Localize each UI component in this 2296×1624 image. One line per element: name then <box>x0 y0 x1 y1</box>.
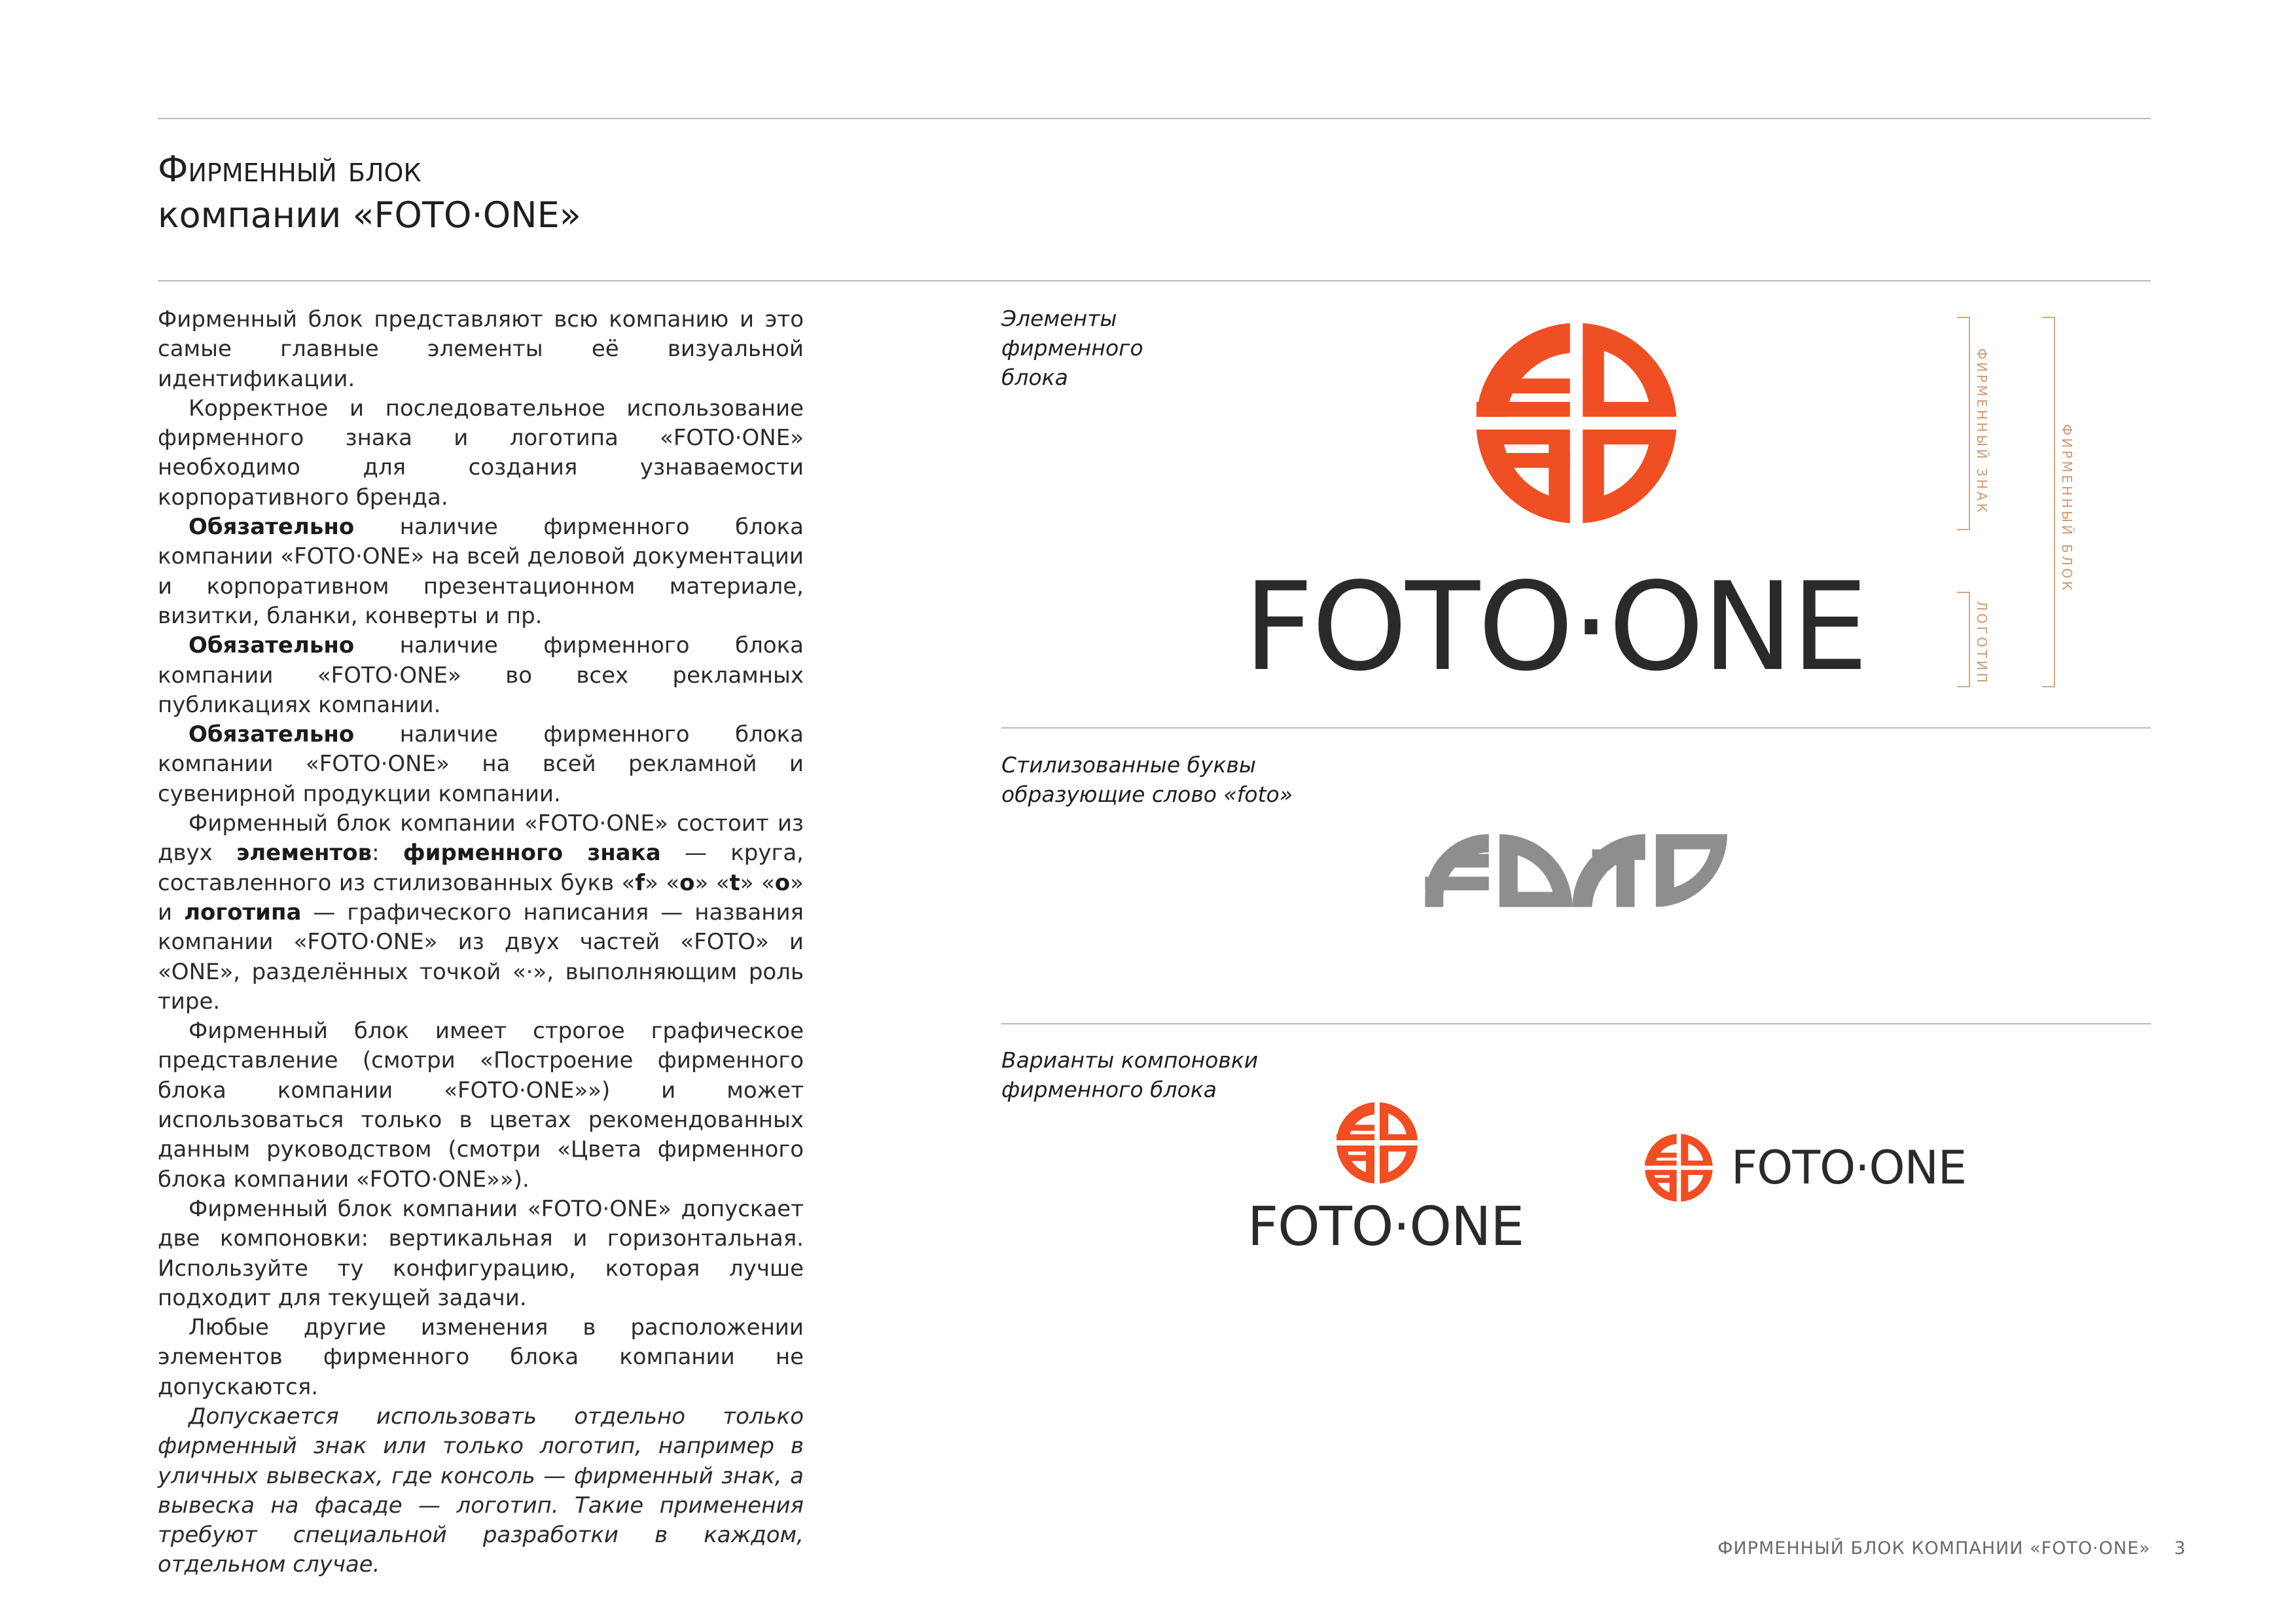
caption-line: фирменного <box>1001 335 1143 361</box>
bracket-block <box>2042 317 2055 687</box>
paragraph-4 <box>158 631 804 720</box>
caption-line: фирменного блока <box>1001 1077 1217 1102</box>
caption-elements <box>1001 304 1143 392</box>
emphasis: Обязательно <box>188 721 355 748</box>
logotype-horizontal: FOTO·ONE <box>1731 1141 1967 1195</box>
brand-mark-horizontal-icon <box>1643 1132 1715 1204</box>
caption-line: Варианты компоновки <box>1001 1047 1259 1073</box>
text: » « <box>694 869 730 896</box>
paragraph-2: Корректное и последовательное использование фирменного знака и логотипа «FOTO·ONE» необходимо для создания узнаваемости корпоративного бренда. <box>158 395 804 511</box>
stylized-letters-foto-icon <box>1422 833 1729 909</box>
paragraph-10: Допускается использовать отдельно только фирменный знак или только логотип, например в уличных вывесках, где консоль — фирменный знак, а вывеска на фасаде — логотип. Такие применения требуют специальной разработки в каждом, отдельном случае. <box>158 1403 804 1578</box>
section-divider <box>1001 727 2151 729</box>
page-number: 3 <box>2174 1538 2186 1559</box>
page-title <box>158 147 581 238</box>
page-footer <box>1571 1538 2186 1559</box>
paragraph-1: Фирменный блок представляют всю компанию и это самые главные элементы её визуальной идентификации. <box>158 306 804 392</box>
paragraph-3 <box>158 513 804 631</box>
emphasis: Обязательно <box>188 514 355 541</box>
label-logo: ЛОГОТИП <box>1974 601 1990 685</box>
emphasis: f <box>635 869 645 896</box>
paragraph-6 <box>158 809 804 1017</box>
brand-mark-vertical-icon <box>1334 1100 1420 1186</box>
paragraph-5-text: наличие фирменного блока компании «FOTO·ONE» на всей рекламной и сувенирной продукции компании. <box>158 721 804 807</box>
emphasis: o <box>679 869 695 896</box>
emphasis: фирменного знака <box>403 840 661 867</box>
emphasis: Обязательно <box>188 632 355 659</box>
caption-line: Элементы <box>1001 306 1117 331</box>
text: » « <box>645 869 680 896</box>
caption-line: блока <box>1001 365 1068 390</box>
top-divider <box>158 118 2151 119</box>
emphasis: элементов <box>236 840 372 867</box>
page-title-line-2: компании «FOTO·ONE» <box>158 194 581 236</box>
section-divider <box>1001 1023 2151 1024</box>
label-block: ФИРМЕННЫЙ БЛОК <box>2059 424 2075 593</box>
paragraph-5 <box>158 720 804 809</box>
emphasis: t <box>729 869 740 896</box>
caption-line: образующие слово «foto» <box>1001 782 1293 807</box>
page-title-line-1: Фирменный блок <box>158 149 422 190</box>
paragraph-3-text: наличие фирменного блока компании «FOTO·ONE» на всей деловой документации и корпоративном презентационном материале, визитки, бланки, конверты и пр. <box>158 514 804 629</box>
section-divider <box>158 280 2151 281</box>
text: — графического написания — названия компании «FOTO·ONE» из двух частей «FOTO» и «ONE», разделённых точкой «·», выполняющим роль тире. <box>158 899 804 1015</box>
paragraph-8: Фирменный блок компании «FOTO·ONE» допускает две компоновки: вертикальная и горизонтальная. Используйте ту конфигурацию, которая лучше подходит для текущей задачи. <box>158 1195 804 1311</box>
footer-title: ФИРМЕННЫЙ БЛОК КОМПАНИИ «FOTO·ONE» <box>1717 1538 2151 1559</box>
paragraph-9: Любые другие изменения в расположении элементов фирменного блока компании не допускаются. <box>158 1314 804 1400</box>
text: : <box>372 840 403 867</box>
brand-mark-icon <box>1470 317 1683 530</box>
text: — круга, составленного из стилизованных букв « <box>158 840 804 896</box>
logotype: FOTO·ONE <box>1244 556 1867 698</box>
body-text <box>158 305 804 1580</box>
text: » « <box>740 869 775 896</box>
bracket-logo <box>1957 592 1970 687</box>
emphasis: o <box>774 869 791 896</box>
paragraph-7: Фирменный блок имеет строгое графическое представление (смотри «Построение фирменного блока компании «FOTO·ONE»») и может использоваться только в цветах рекомендованных данным руководством (смотри «Цвета фирменного блока компании «FOTO·ONE»»). <box>158 1018 804 1193</box>
caption-letters <box>1001 750 1293 809</box>
text: » и <box>158 869 804 926</box>
caption-line: Стилизованные буквы <box>1001 752 1256 778</box>
bracket-mark <box>1957 317 1970 530</box>
emphasis: логотипа <box>184 899 302 926</box>
logotype-vertical: FOTO·ONE <box>1247 1196 1524 1258</box>
paragraph-4-text: наличие фирменного блока компании «FOTO·ONE» во всех рекламных публикациях компании. <box>158 632 804 718</box>
caption-layouts <box>1001 1045 1258 1104</box>
text: Фирменный блок компании «FOTO·ONE» состоит из двух <box>158 810 804 867</box>
label-mark: ФИРМЕННЫЙ ЗНАК <box>1974 348 1990 515</box>
